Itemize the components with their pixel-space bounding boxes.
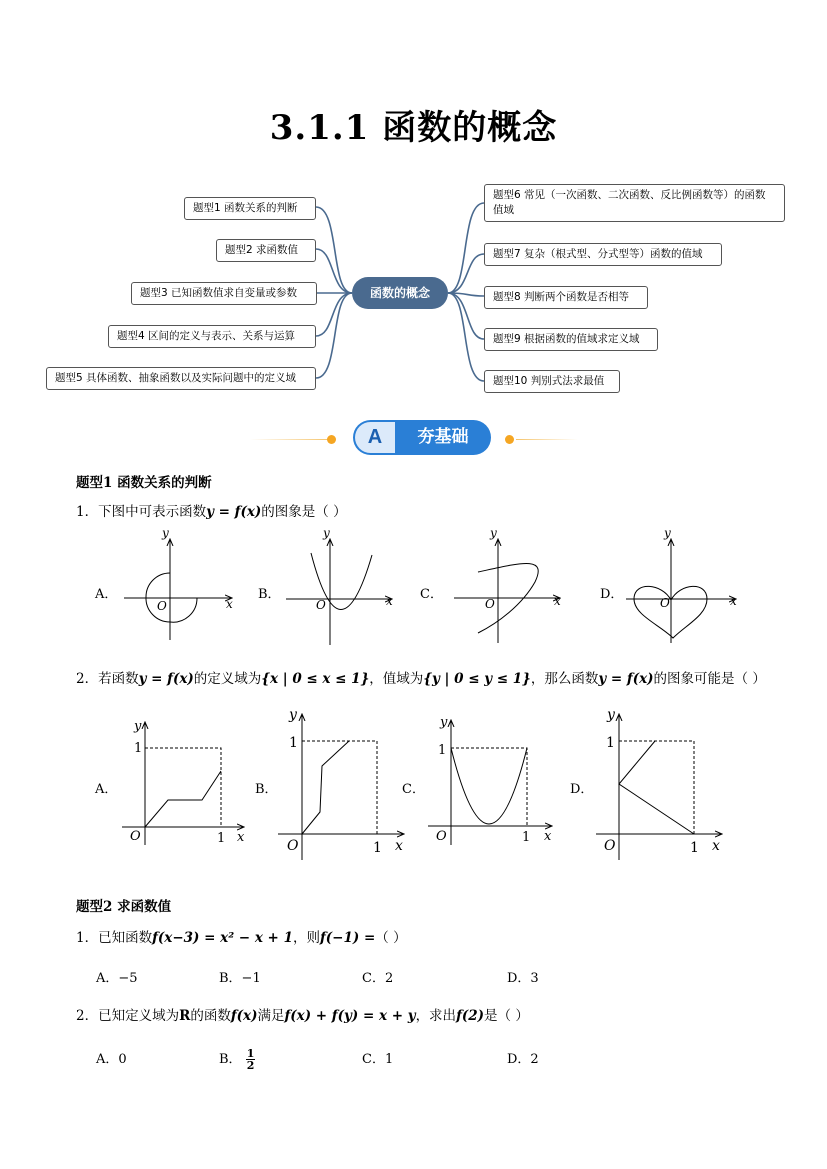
option-b-label: B．: [219, 1052, 242, 1067]
option-label: B．: [255, 782, 278, 797]
question-text: 的图象是（ ）: [261, 504, 347, 520]
axis-label-one: 1: [438, 743, 447, 758]
axis-label-origin: O: [604, 838, 616, 854]
option-label: D．: [600, 587, 624, 602]
mind-map-node: 题型1 函数关系的判断: [184, 197, 316, 220]
option-label: D．: [570, 782, 594, 797]
axis-label-y: y: [134, 719, 142, 734]
axis-label-y: y: [162, 526, 169, 540]
axis-label-origin: O: [157, 599, 167, 613]
question-text: 1．已知函数: [76, 930, 153, 946]
question-text: 的定义域为: [193, 671, 262, 687]
math-symbol: R: [179, 1008, 191, 1024]
section-heading: 题型1 函数关系的判断: [76, 475, 212, 491]
axis-label-one: 1: [522, 830, 531, 845]
math-expression: f(−1) =: [319, 930, 376, 946]
option-b: B．−1: [219, 971, 261, 986]
axis-label-y: y: [289, 707, 297, 723]
mind-map-node: 题型5 具体函数、抽象函数以及实际问题中的定义域: [46, 367, 316, 390]
option-d: D．2: [507, 1052, 539, 1067]
banner-dot-left: [327, 435, 336, 444]
question-2-2: [76, 1004, 529, 1024]
page-title: 3.1.1 函数的概念: [269, 108, 558, 148]
fraction-denominator: 2: [246, 1059, 255, 1072]
axis-label-y: y: [440, 715, 448, 730]
mind-map-node: 题型4 区间的定义与表示、关系与运算: [108, 325, 316, 348]
axis-label-one: 1: [134, 741, 143, 756]
question-1-2-graphs: [0, 700, 827, 865]
question-2-1: [76, 926, 407, 946]
axis-label-origin: O: [436, 829, 447, 844]
option-c: C．1: [362, 1052, 394, 1067]
mind-map-node: 题型6 常见（一次函数、二次函数、反比例函数等）的函数值域: [484, 184, 785, 222]
math-expression: f(x) + f(y) = x + y: [284, 1008, 416, 1024]
mind-map-node: 题型10 判别式法求最值: [484, 370, 620, 393]
math-expression: f(2): [456, 1008, 485, 1024]
axis-label-y: y: [490, 526, 497, 540]
option-label: A．: [95, 782, 118, 797]
option-d: D．3: [507, 971, 539, 986]
question-1-1-graphs: [0, 525, 827, 650]
axis-label-y: y: [607, 707, 615, 723]
mind-map-node: 题型8 判断两个函数是否相等: [484, 286, 648, 309]
axis-label-x: x: [730, 594, 737, 608]
graph-option-d: [626, 539, 736, 643]
axis-label-y: y: [664, 526, 671, 540]
question-1-2: [76, 667, 766, 687]
fraction-numerator: 1: [246, 1047, 255, 1060]
section-heading: 题型2 求函数值: [76, 899, 172, 915]
mind-map-node: 题型3 已知函数值求自变量或参数: [131, 282, 317, 305]
math-expression: y = f(x): [598, 671, 654, 687]
mind-map-node: 题型2 求函数值: [216, 239, 316, 262]
axis-label-x: x: [554, 594, 561, 608]
axis-label-origin: O: [485, 597, 495, 611]
math-expression: y = f(x): [206, 504, 262, 520]
question-text: 的图象可能是（ ）: [653, 671, 766, 687]
axis-label-one: 1: [690, 840, 699, 856]
option-a: A．−5: [96, 971, 138, 986]
question-1-1: [76, 500, 347, 520]
option-a: A．0: [96, 1052, 127, 1067]
option-label: C．: [402, 782, 425, 797]
math-expression: f(x): [230, 1008, 258, 1024]
question-text: ，值域为: [369, 671, 424, 687]
graph-option-a: [124, 539, 232, 640]
math-expression: f(x−3) = x² − x + 1: [152, 930, 293, 946]
graph-option-b: [286, 539, 392, 645]
axis-label-x: x: [237, 830, 245, 845]
question-text: 的函数: [190, 1008, 231, 1024]
question-text: 1．下图中可表示函数: [76, 504, 207, 520]
axis-label-one: 1: [606, 735, 615, 751]
banner-letter: A: [355, 422, 395, 453]
graph-option-c: [454, 539, 560, 643]
question-text: （ ）: [375, 930, 407, 946]
axis-label-x: x: [386, 594, 393, 608]
banner-text: 夯基础: [417, 427, 469, 447]
option-b: [219, 1048, 255, 1071]
option-label: A．: [95, 587, 118, 602]
axis-label-x: x: [712, 838, 720, 854]
mind-map-node: 题型7 复杂（根式型、分式型等）函数的值域: [484, 243, 722, 266]
axis-label-one: 1: [289, 735, 298, 751]
option-label: C．: [420, 587, 443, 602]
question-text: ，那么函数: [530, 671, 599, 687]
axis-label-origin: O: [660, 596, 670, 610]
fraction: [246, 1048, 256, 1071]
axis-label-origin: O: [130, 829, 141, 844]
math-expression: {x | 0 ≤ x ≤ 1}: [261, 671, 370, 687]
axis-label-origin: O: [287, 838, 299, 854]
axis-label-x: x: [226, 597, 233, 611]
axis-label-x: x: [544, 829, 552, 844]
option-label: B．: [258, 587, 281, 602]
question-text: 满足: [257, 1008, 285, 1024]
math-expression: {y | 0 ≤ y ≤ 1}: [423, 671, 531, 687]
axis-label-y: y: [323, 526, 330, 540]
question-text: 2．若函数: [76, 671, 139, 687]
axis-label-one: 1: [217, 831, 226, 846]
mind-map-center: 函数的概念: [352, 277, 448, 309]
option-c: C．2: [362, 971, 394, 986]
mind-map-node: 题型9 根据函数的值域求定义域: [484, 328, 658, 351]
question-text: 2．已知定义域为: [76, 1008, 180, 1024]
axis-label-x: x: [395, 838, 403, 854]
question-text: ，则: [292, 930, 320, 946]
graph-option-c: [428, 720, 552, 845]
axis-label-origin: O: [316, 598, 326, 612]
math-expression: y = f(x): [138, 671, 194, 687]
banner-dot-right: [505, 435, 514, 444]
axis-label-one: 1: [373, 840, 382, 856]
question-text: ，求出: [415, 1008, 457, 1024]
question-text: 是（ ）: [484, 1008, 529, 1024]
